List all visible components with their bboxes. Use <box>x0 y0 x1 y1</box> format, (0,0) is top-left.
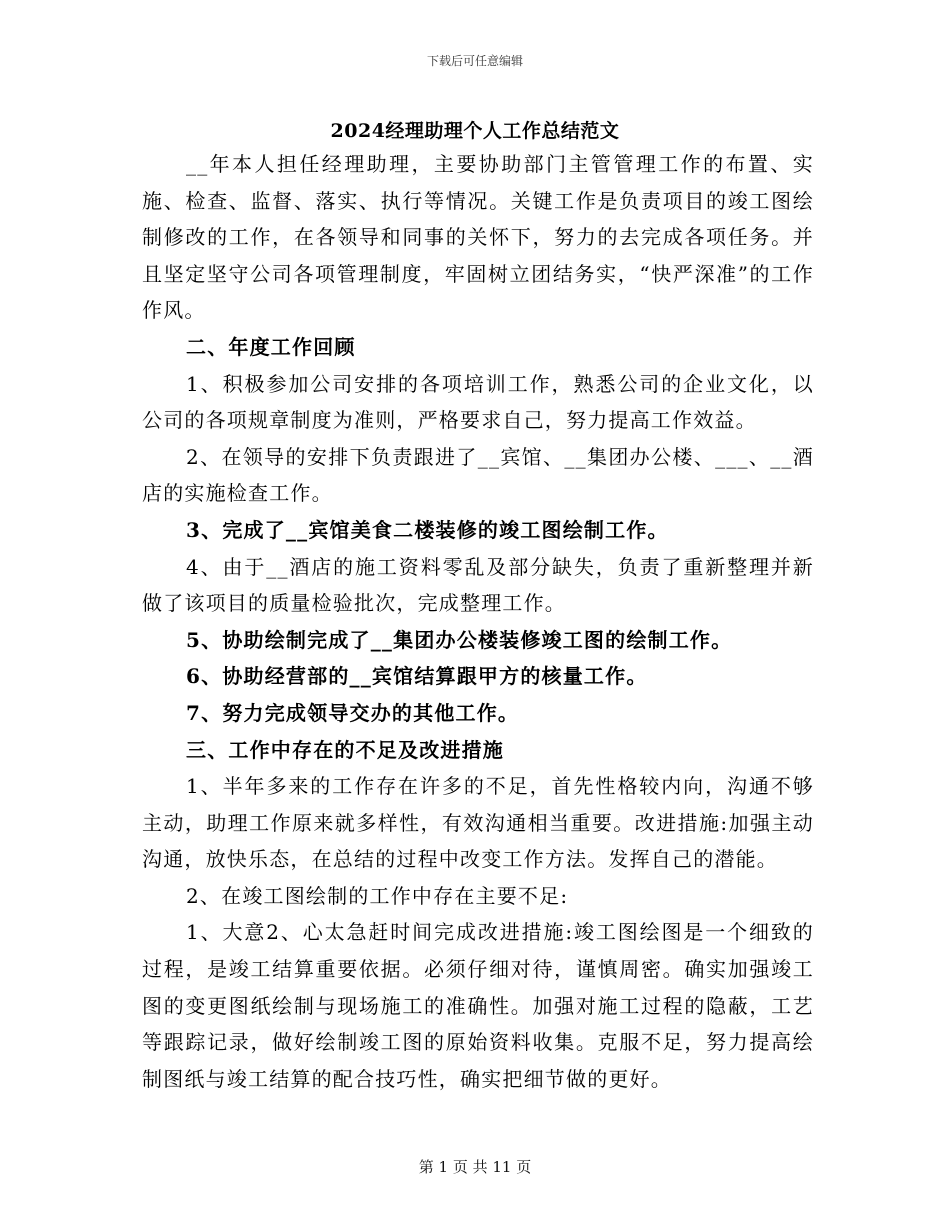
shortcoming-item-2: 2、在竣工图绘制的工作中存在主要不足: <box>186 883 569 908</box>
section-heading-annual-review: 二、年度工作回顾 <box>186 334 356 359</box>
document-body <box>142 146 814 1097</box>
paragraph-intro: __年本人担任经理助理，主要协助部门主管管理工作的布置、实施、检查、监督、落实、执行等情况。关键工作是负责项目的竣工图绘制修改的工作，在各领导和同事的关怀下，努力的去完成各项任务。并且坚定坚守公司各项管理制度，牢固树立团结务实，“快严深准”的工作作风。 <box>142 152 814 323</box>
list-item-2: 2、在领导的安排下负责跟进了__宾馆、__集团办公楼、___、__酒店的实施检查工作。 <box>142 444 814 506</box>
list-item-3: 3、完成了__宾馆美食二楼装修的竣工图绘制工作。 <box>186 517 669 542</box>
shortcoming-item-1: 1、半年多来的工作存在许多的不足，首先性格较内向，沟通不够主动，助理工作原来就多样性，有效沟通相当重要。改进措施:加强主动沟通，放快乐态，在总结的过程中改变工作方法。发挥自己的潜能。 <box>142 774 814 872</box>
document-title: 2024经理助理个人工作总结范文 <box>330 120 620 142</box>
list-item-1: 1、积极参加公司安排的各项培训工作，熟悉公司的企业文化，以公司的各项规章制度为准则，严格要求自己，努力提高工作效益。 <box>142 371 814 433</box>
list-item-6: 6、协助经营部的__宾馆结算跟甲方的核量工作。 <box>186 664 648 689</box>
list-item-5: 5、协助绘制完成了__集团办公楼装修竣工图的绘制工作。 <box>186 627 733 652</box>
shortcoming-detail: 1、大意2、心太急赶时间完成改进措施:竣工图绘图是一个细致的过程，是竣工结算重要依据。必须仔细对待，谨慎周密。确实加强竣工图的变更图纸绘制与现场施工的准确性。加强对施工过程的隐蔽，工艺等跟踪记录，做好绘制竣工图的原始资料收集。克服不足，努力提高绘制图纸与竣工结算的配合技巧性，确实把细节做的更好。 <box>142 920 814 1091</box>
list-item-4: 4、由于__酒店的施工资料零乱及部分缺失，负责了重新整理并新做了该项目的质量检验批次，完成整理工作。 <box>142 554 814 616</box>
section-heading-shortcomings: 三、工作中存在的不足及改进措施 <box>186 737 504 762</box>
list-item-7: 7、努力完成领导交办的其他工作。 <box>186 700 520 725</box>
page-number: 第 1 页 共 11 页 <box>418 1158 532 1176</box>
header-note: 下载后可任意编辑 <box>426 54 523 68</box>
